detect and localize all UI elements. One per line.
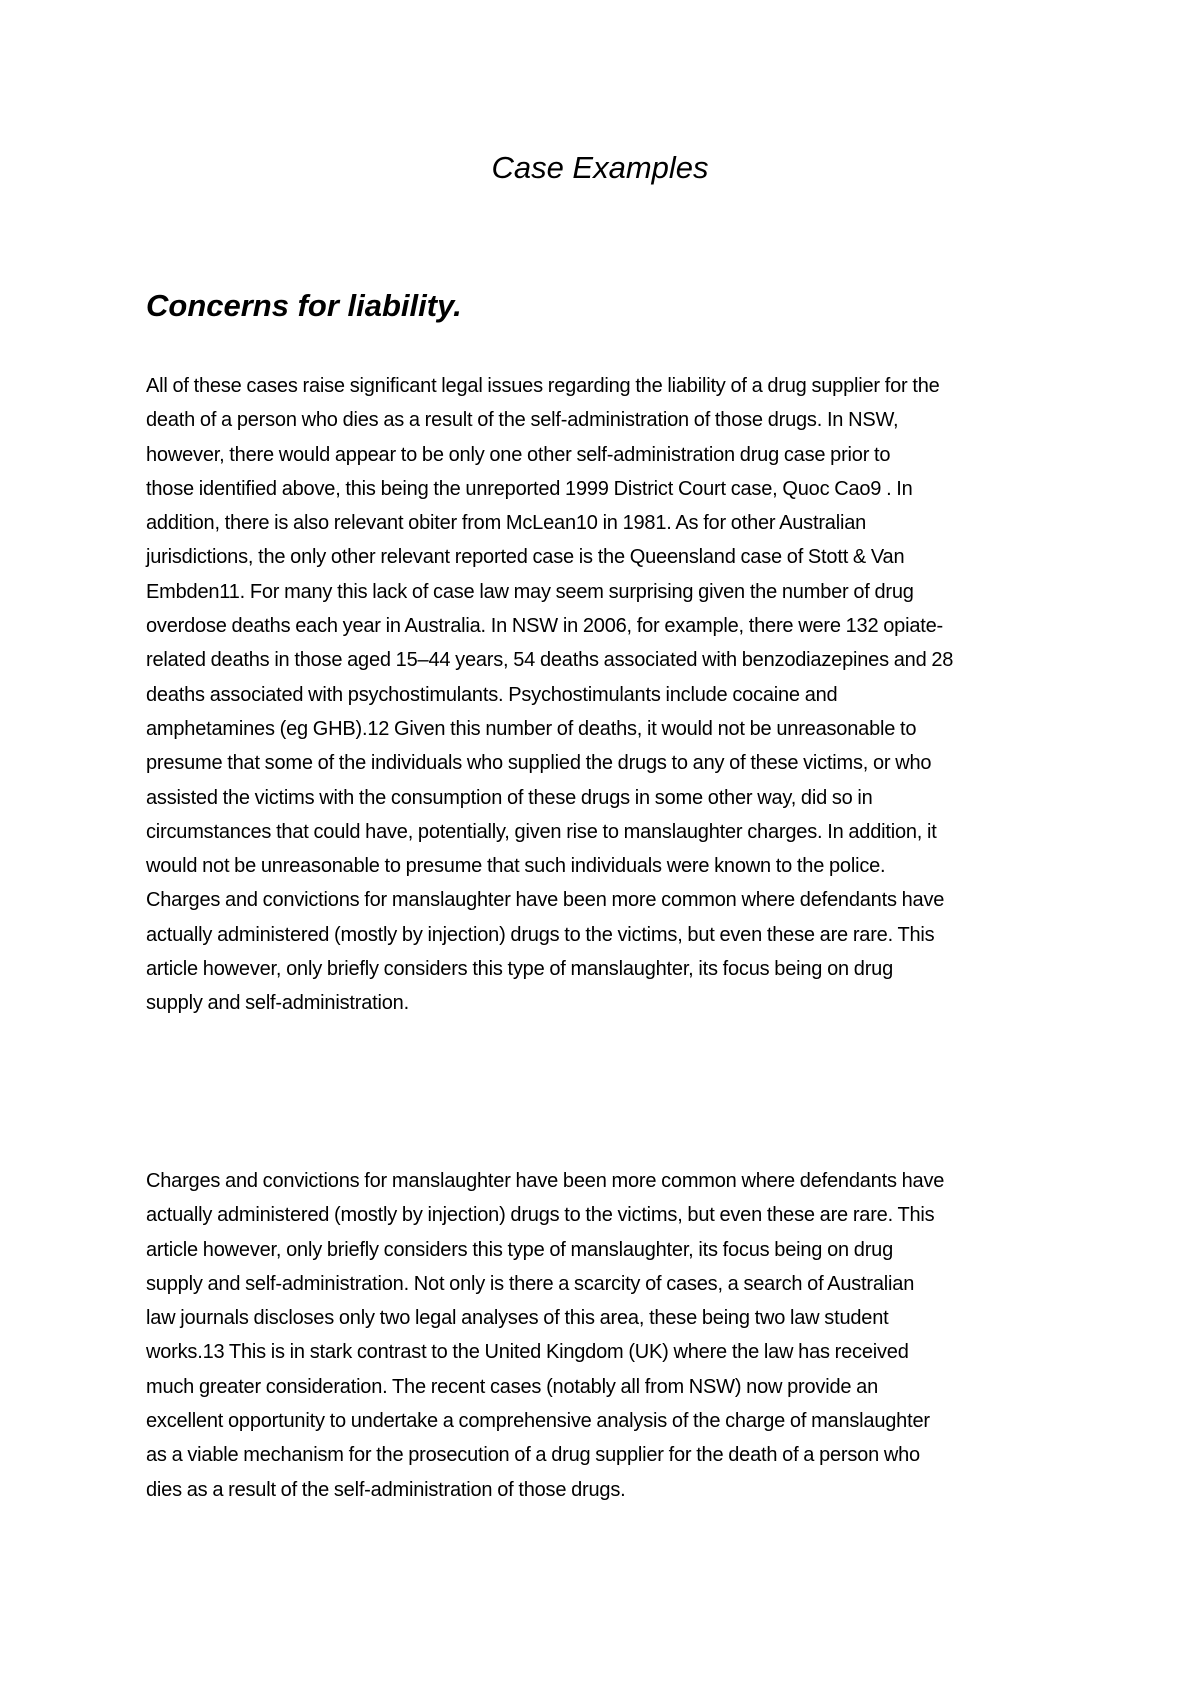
text-line: however, there would appear to be only one other self-administration drug case prior to bbox=[146, 443, 891, 466]
text-line: Charges and convictions for manslaughter have been more common where defendants have bbox=[146, 889, 945, 912]
text-line: dies as a result of the self-administration of those drugs. bbox=[146, 1478, 626, 1501]
text-line: All of these cases raise significant legal issues regarding the liability of a drug supplier for the bbox=[146, 375, 940, 397]
text-line: Embden11. For many this lack of case law may seem surprising given the number of drug bbox=[146, 580, 914, 603]
text-line: actually administered (mostly by injection) drugs to the victims, but even these are rare. This bbox=[146, 1204, 935, 1227]
text-line: article however, only briefly considers this type of manslaughter, its focus being on drug bbox=[146, 1238, 894, 1261]
text-line: amphetamines (eg GHB).12 Given this number of deaths, it would not be unreasonable to bbox=[146, 717, 917, 740]
text-line: presume that some of the individuals who supplied the drugs to any of these victims, or who bbox=[146, 752, 932, 775]
text-line: excellent opportunity to undertake a comprehensive analysis of the charge of manslaughter bbox=[146, 1410, 930, 1433]
text-line: actually administered (mostly by injection) drugs to the victims, but even these are rare. This bbox=[146, 923, 935, 946]
text-line: jurisdictions, the only other relevant reported case is the Queensland case of Stott & Van bbox=[146, 546, 905, 569]
text-line: related deaths in those aged 15–44 years, 54 deaths associated with benzodiazepines and 28 bbox=[146, 649, 954, 672]
text-line: circumstances that could have, potentially, given rise to manslaughter charges. In addition, it bbox=[146, 820, 937, 843]
text-line: much greater consideration. The recent cases (notably all from NSW) now provide an bbox=[146, 1375, 879, 1398]
text-line: as a viable mechanism for the prosecution of a drug supplier for the death of a person who bbox=[146, 1444, 920, 1467]
text-line: deaths associated with psychostimulants. Psychostimulants include cocaine and bbox=[146, 683, 838, 706]
text-line: supply and self-administration. Not only is there a scarcity of cases, a search of Australian bbox=[146, 1272, 915, 1295]
text-line: article however, only briefly considers this type of manslaughter, its focus being on drug bbox=[146, 958, 894, 981]
paragraph-2 bbox=[146, 1164, 1066, 1507]
text-line: would not be unreasonable to presume that such individuals were known to the police. bbox=[146, 855, 886, 878]
text-line: death of a person who dies as a result of the self-administration of those drugs. In NSW, bbox=[146, 409, 899, 432]
text-line: works.13 This is in stark contrast to the United Kingdom (UK) where the law has received bbox=[146, 1341, 909, 1364]
page-title: Case Examples bbox=[491, 150, 709, 185]
paragraph-1 bbox=[146, 369, 1066, 1021]
section-heading: Concerns for liability. bbox=[146, 288, 462, 323]
text-line: assisted the victims with the consumption of these drugs in some other way, did so in bbox=[146, 786, 873, 809]
text-line: Charges and convictions for manslaughter have been more common where defendants have bbox=[146, 1170, 945, 1192]
text-line: law journals discloses only two legal analyses of this area, these being two law student bbox=[146, 1307, 889, 1330]
text-line: addition, there is also relevant obiter from McLean10 in 1981. As for other Australian bbox=[146, 512, 867, 535]
text-line: overdose deaths each year in Australia. In NSW in 2006, for example, there were 132 opiate- bbox=[146, 615, 943, 638]
text-line: supply and self-administration. bbox=[146, 992, 409, 1015]
text-line: those identified above, this being the unreported 1999 District Court case, Quoc Cao9 . In bbox=[146, 477, 913, 500]
